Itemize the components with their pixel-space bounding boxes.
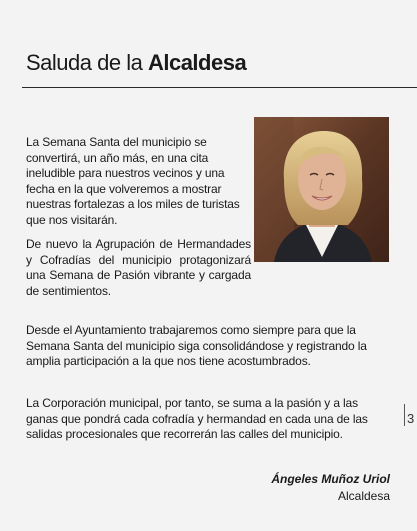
paragraph-3: Desde el Ayuntamiento trabajaremos como siempre para que la Semana Santa del municipio siga consolidándose y registrando la amplia participación a la que nos tiene acostumbrados. [26,323,367,368]
page-edge-mark [404,404,405,426]
page-number: 3 [407,411,415,426]
portrait-photo [254,117,389,262]
page-title [26,50,246,76]
portrait-illustration [254,117,389,262]
title-divider [22,87,417,88]
title-emphasis: Alcaldesa [147,50,247,75]
signature-name: Ángeles Muñoz Uriol [271,472,390,486]
paragraph-2: De nuevo la Agrupación de Hermandades y Cofradías del municipio protagonizará una Semana de Pasión vibrante y cargada de sentimientos. [26,237,251,298]
paragraph-1: La Semana Santa del municipio se convertirá, un año más, en una cita ineludible para nuestros vecinos y una fecha en la que volveremos a mostrar nuestras fortalezas a los miles de turistas que nos visitarán. [26,135,240,227]
paragraph-4: La Corporación municipal, por tanto, se suma a la pasión y a las ganas que pondrá cada cofradía y hermandad en cada una de las salidas procesionales que recorrerán las calles del municipio. [26,396,368,441]
title-prefix: Saluda de la [26,50,143,75]
signature-role: Alcaldesa [337,489,390,503]
